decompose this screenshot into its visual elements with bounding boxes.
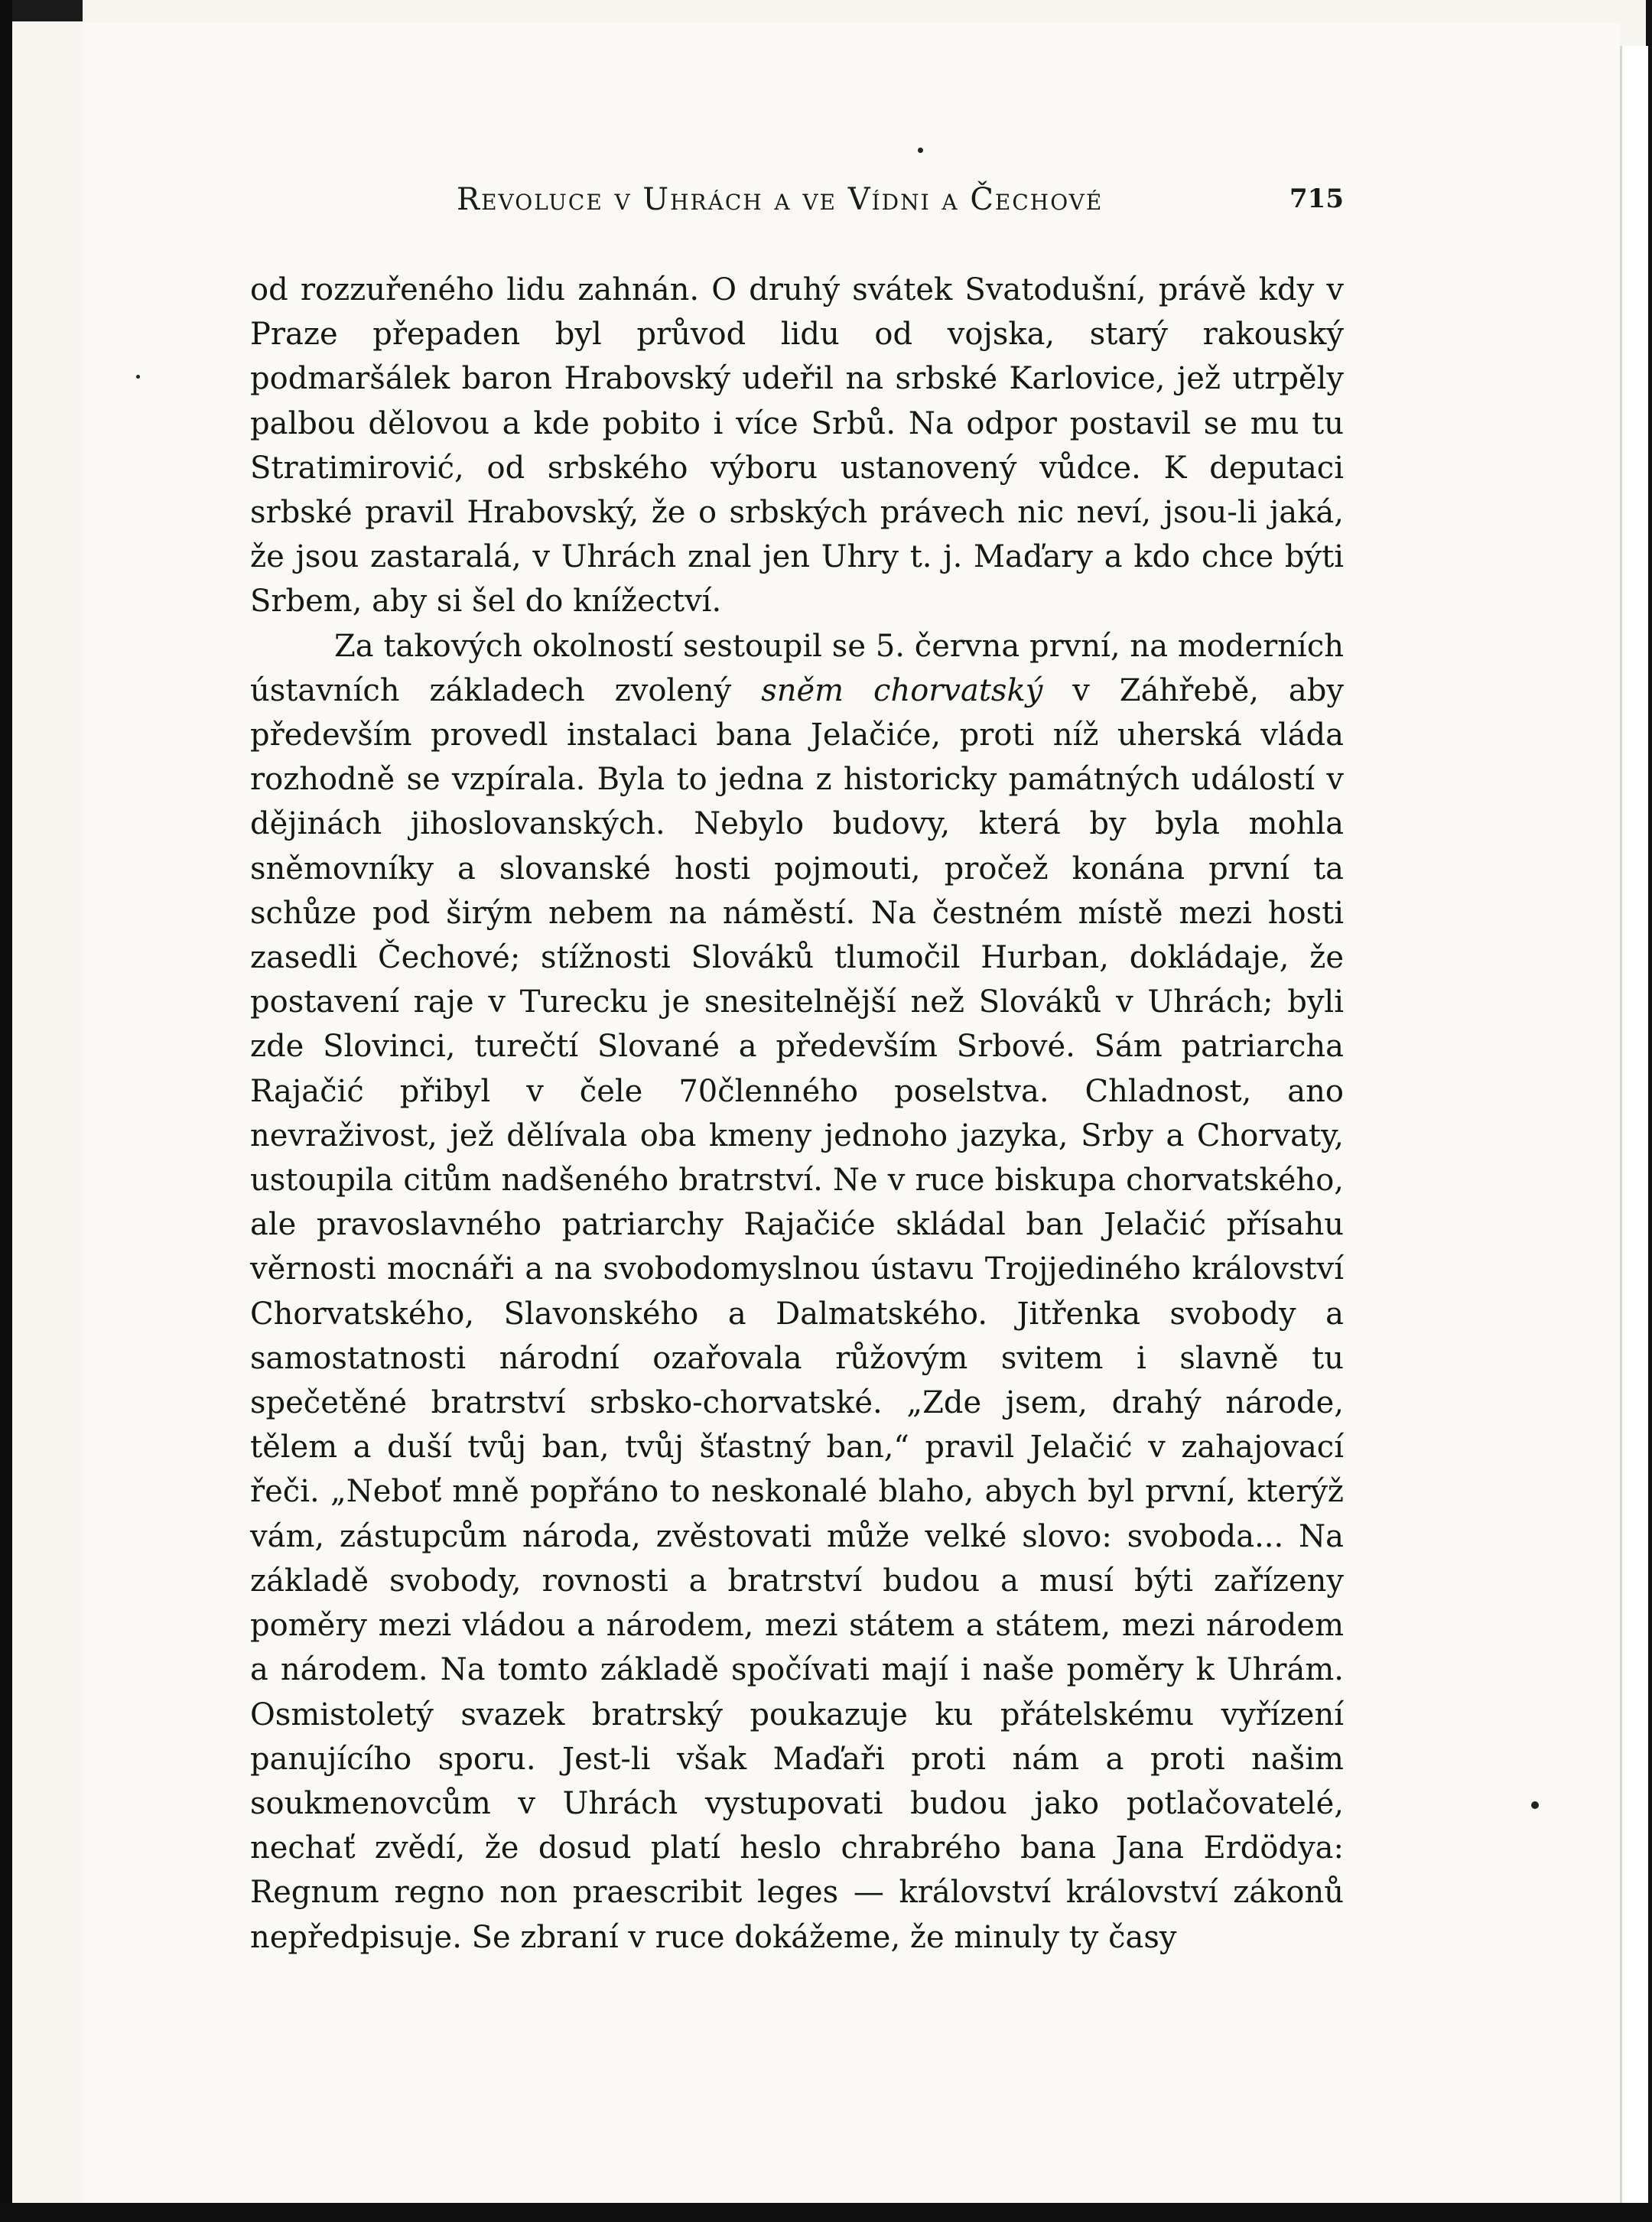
running-title-text: Revoluce v Uhrách a ve Vídni a Čechové bbox=[457, 182, 1104, 217]
paragraph-2-emphasis: sněm chorvatský bbox=[761, 672, 1043, 708]
scan-left-edge bbox=[0, 0, 12, 2222]
ink-speck bbox=[918, 148, 923, 153]
ink-speck bbox=[136, 375, 140, 379]
ink-speck bbox=[1531, 1801, 1539, 1809]
page-fore-edge bbox=[1620, 46, 1648, 2203]
paragraph-2 bbox=[250, 624, 1344, 1960]
paragraph-2-text-a: Za takových okolností sestoupil se 5. června první, na moderních ústavních základech zvolený bbox=[250, 628, 1344, 708]
paragraph-2-text-b: v Záhřebě, aby především provedl instalaci bana Jelačiće, proti níž uherská vláda rozhodně se vzpírala. Byla to jedna z historicky památných událostí v dějinách jihoslovanských. Nebylo budovy, která by byla mohla sněmovníky a slovanské hosti pojmouti, pročež konána první ta schůze pod širým nebem na náměstí. Na čestném místě mezi hosti zasedli Čechové; stížnosti Slováků tlumočil Hurban, dokládaje, že postavení raje v Turecku je snesitelnější než Slováků v Uhrách; byli zde Slovinci, turečtí Slované a především Srbové. Sám patriarcha Rajačić přibyl v čele 70členného poselstva. Chladnost, ano nevraživost, jež dělívala oba kmeny jednoho jazyka, Srby a Chorvaty, ustoupila citům nadšeného bratrství. Ne v ruce biskupa chorvatského, ale pravoslavného patriarchy Rajačiće skládal ban Jelačić přísahu věrnosti mocnáři a na svobodomyslnou ústavu Trojjediného království Chorvatského, Slavonského a Dalmatského. Jitřenka svobody a samostatnosti národní ozařovala růžovým svitem i slavně tu spečetěné bratrství srbsko-chorvatské. „Zde jsem, drahý národe, tělem a duší tvůj ban, tvůj šťastný ban,“ pravil Jelačić v zahajovací řeči. „Neboť mně popřáno to neskonalé blaho, abych byl první, kterýž vám, zástupcům národa, zvěstovati může velké slovo: svoboda... Na základě svobody, rovnosti a bratrství budou a musí býti zařízeny poměry mezi vládou a národem, mezi státem a státem, mezi národem a národem. Na tomto základě spočívati mají i naše poměry k Uhrám. Osmistoletý svazek bratrský poukazuje ku přátelskému vyřízení panujícího sporu. Jest-li však Maďaři proti nám a proti našim soukmenovcům v Uhrách vystupovati budou jako potlačovatelé, nechať zvědí, že dosud platí heslo chrabrého bana Jana Erdödya: Regnum regno non praescribit leges — království království zákonů nepředpisuje. Se zbraní v ruce dokážeme, že minuly ty časy bbox=[250, 672, 1344, 1955]
scan-top-edge bbox=[12, 0, 83, 21]
running-head bbox=[372, 168, 1344, 229]
paragraph-1: od rozzuřeného lidu zahnán. O druhý svátek Svatodušní, právě kdy v Praze přepaden byl průvod lidu od vojska, starý rakouský podmaršálek baron Hrabovský udeřil na srbské Karlovice, jež utrpěly palbou dělovou a kde pobito i více Srbů. Na odpor postavil se mu tu Stratimirović, od srbského výboru ustanovený vůdce. K deputaci srbské pravil Hrabovský, že o srbských právech nic neví, jsou-li jaká, že jsou zastaralá, v Uhrách znal jen Uhry t. j. Maďary a kdo chce býti Srbem, aby si šel do knížectví. bbox=[250, 272, 1344, 620]
body-text bbox=[250, 268, 1344, 1960]
running-title bbox=[457, 182, 1103, 217]
scan-bottom-edge bbox=[0, 2203, 1652, 2222]
page-number: 715 bbox=[1289, 184, 1344, 214]
